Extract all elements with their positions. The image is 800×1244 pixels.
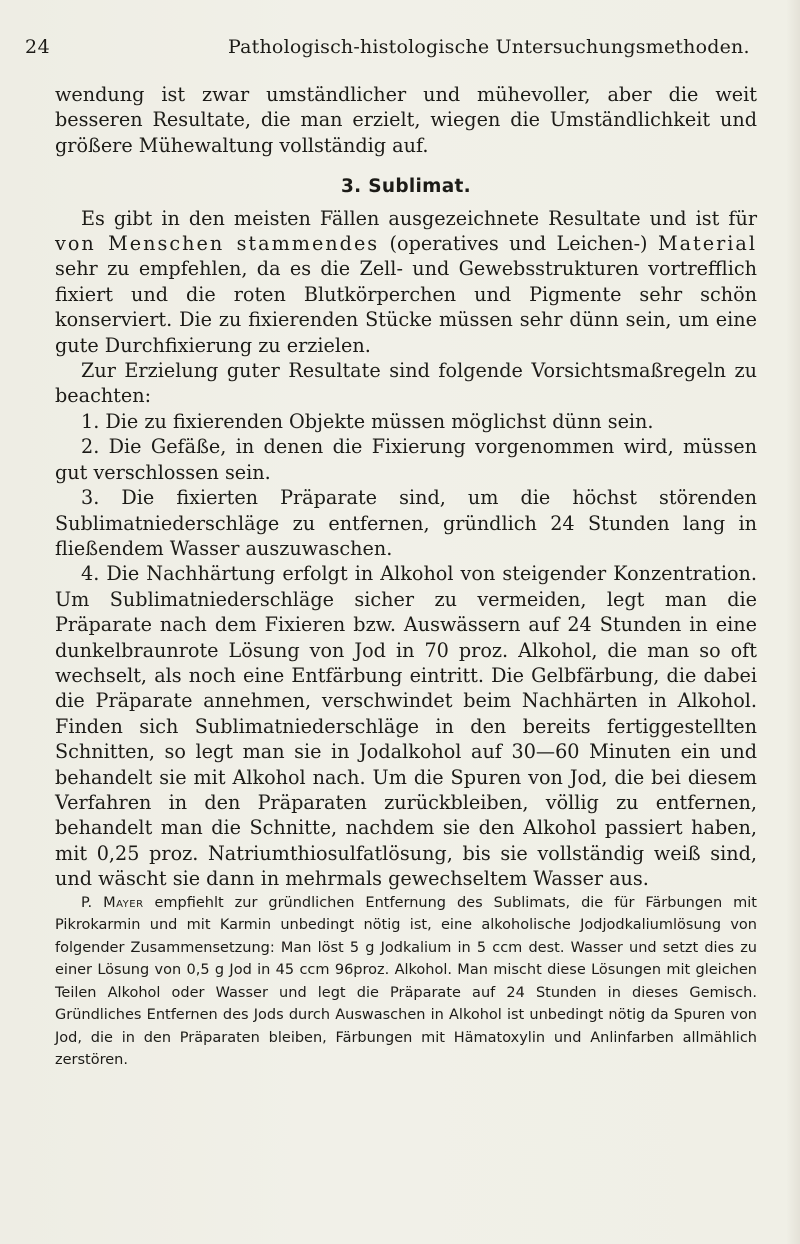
footnote (55, 892, 757, 1072)
intro-text-1: Es gibt in den meisten Fällen ausgezeichnete Resultate und ist für (81, 206, 757, 230)
footnote-author: Mayer (103, 894, 144, 911)
intro-paragraph (55, 206, 757, 358)
page-number: 24 (25, 36, 51, 58)
running-head: Pathologisch-histologische Untersuchungsmethoden. (228, 36, 750, 58)
footnote-text: empfiehlt zur gründlichen Entfernung des Sublimats, die für Färbungen mit Pikrokarmin und mit Karmin unbedingt nötig ist, eine alkoholische Jodjodkaliumlösung von folgender Zusammensetzung: Man löst 5 g Jodkalium in 5 ccm dest. Wasser und setzt dies zu einer Lösung von 0,5 g Jod in 45 ccm 96proz. Alkohol. Man mischt diese Lösungen mit gleichen Teilen Alkohol oder Wasser und legt die Präparate auf 24 Stunden in dieses Gemisch. Gründliches Entfernen des Jods durch Auswaschen in Alkohol ist unbedingt nötig da Spuren von Jod, die in den Präparaten bleiben, Färbungen mit Hämatoxylin und Anlinfarben allmählich zerstören. (55, 894, 757, 1069)
precautions-intro: Zur Erzielung guter Resultate sind folgende Vorsichtsmaßregeln zu beachten: (55, 359, 757, 408)
list-item-3: 3. Die fixierten Präparate sind, um die höchst störenden Sublimatniederschläge zu entfernen, gründlich 24 Stunden lang in fließendem Wasser auszuwaschen. (55, 486, 757, 560)
list-item-1: 1. Die zu fixierenden Objekte müssen möglichst dünn sein. (81, 409, 654, 433)
list-item-2: 2. Die Gefäße, in denen die Fixierung vorgenommen wird, müssen gut verschlossen sein. (55, 435, 757, 484)
section-title: 3. Sublimat. (341, 176, 471, 198)
footnote-initial: P. (81, 894, 104, 911)
intro-emphasis-1: von Menschen stammendes (55, 232, 380, 256)
list-item-4: 4. Die Nachhärtung erfolgt in Alkohol von steigender Konzentration. Um Sublimatniederschläge sicher zu vermeiden, legt man die Präparate nach dem Fixieren bzw. Auswässern auf 24 Stunden in eine dunkelbraunrote Lösung von Jod in 70 proz. Alkohol, die man so oft wechselt, als noch eine Entfärbung eintritt. Die Gelbfärbung, die dabei die Präparate annehmen, verschwindet beim Nachhärten in Alkohol. Finden sich Sublimatniederschläge in den bereits fertiggestellten Schnitten, so legt man sie in Jodalkohol auf 30—60 Minuten ein und behandelt sie mit Alkohol nach. Um die Spuren von Jod, die bei diesem Verfahren in den Präparaten zurückbleiben, völlig zu entfernen, behandelt man die Schnitte, nachdem sie den Alkohol passiert haben, mit 0,25 proz. Natriumthiosulfatlösung, bis sie vollständig weiß sind, und wäscht sie dann in mehrmals gewechseltem Wasser aus. (55, 562, 757, 891)
continuation-paragraph: wendung ist zwar umständlicher und mühevoller, aber die weit besseren Resultate, die man erzielt, wiegen die Umständlichkeit und größere Mühewaltung vollständig auf. (55, 83, 757, 157)
intro-text-2: (operatives und Leichen-) (379, 232, 658, 256)
intro-emphasis-2: Material (657, 232, 757, 256)
intro-text-3: sehr zu empfehlen, da es die Zell- und Gewebsstrukturen vortrefflich fixiert und die roten Blutkörperchen und Pigmente sehr schön konserviert. Die zu fixierenden Stücke müssen sehr dünn sein, um eine gute Durchfixierung zu erzielen. (55, 257, 757, 357)
main-text (55, 82, 757, 1072)
page-header (25, 36, 760, 66)
